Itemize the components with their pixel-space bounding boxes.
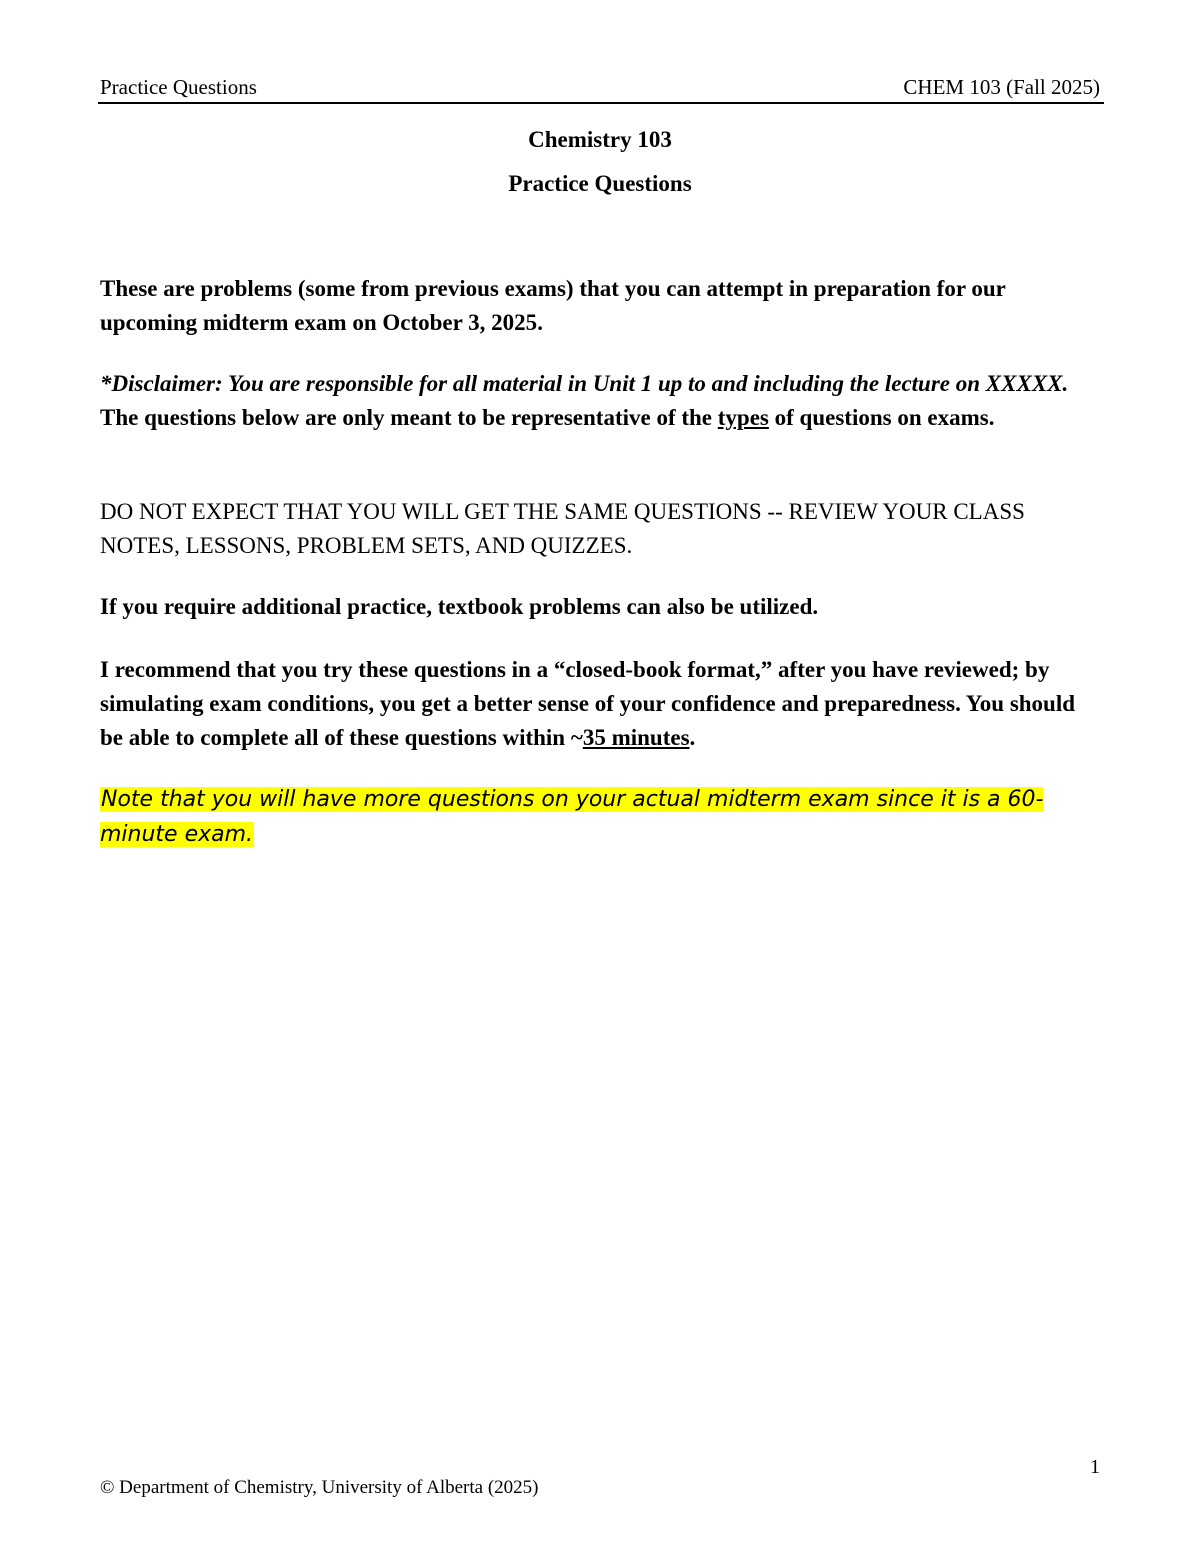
copyright-footer: © Department of Chemistry, University of Alberta (2025): [100, 1477, 539, 1498]
highlighted-note-paragraph: [100, 782, 1060, 852]
highlighted-note: Note that you will have more questions on your actual midterm exam since it is a 60-minute exam.: [100, 787, 1044, 847]
page-number: 1: [1090, 1456, 1100, 1478]
recommendation-text: I recommend that you try these questions in a “closed-book format,” after you have reviewed; by simulating exam conditions, you get a better sense of your confidence and preparedness. You should be able to complete all of these questions within ~: [100, 657, 1076, 750]
running-header: [98, 72, 1104, 104]
disclaimer-paragraph: [100, 367, 1100, 435]
document-title: Chemistry 103: [528, 127, 672, 152]
header-right-text: CHEM 103 (Fall 2025): [903, 75, 1100, 99]
disclaimer-text-before: The questions below are only meant to be representative of the: [100, 405, 718, 430]
additional-practice-paragraph: If you require additional practice, textbook problems can also be utilized.: [100, 594, 819, 619]
intro-text: These are problems (some from previous exams) that you can attempt in preparation for our upcoming midterm exam on: [100, 276, 1006, 335]
time-limit: 35 minutes: [582, 725, 690, 750]
warning-paragraph: DO NOT EXPECT THAT YOU WILL GET THE SAME QUESTIONS -- REVIEW YOUR CLASS NOTES, LESSONS, PROBLEM SETS, AND QUIZZES.: [100, 499, 1025, 558]
disclaimer-emphasis: *Disclaimer: You are responsible for all material in Unit 1 up to and including the lecture on XXXXX.: [100, 371, 1069, 396]
exam-date: October 3, 2025: [382, 310, 538, 335]
disclaimer-underlined: types: [717, 405, 769, 430]
intro-end: .: [537, 310, 543, 335]
document-subtitle: Practice Questions: [508, 171, 692, 196]
header-left-text: Practice Questions: [100, 75, 257, 99]
disclaimer-text-after: of questions on exams.: [768, 405, 995, 430]
recommendation-paragraph: [100, 653, 1100, 755]
recommendation-end: .: [689, 725, 696, 750]
intro-paragraph: [100, 272, 1100, 340]
